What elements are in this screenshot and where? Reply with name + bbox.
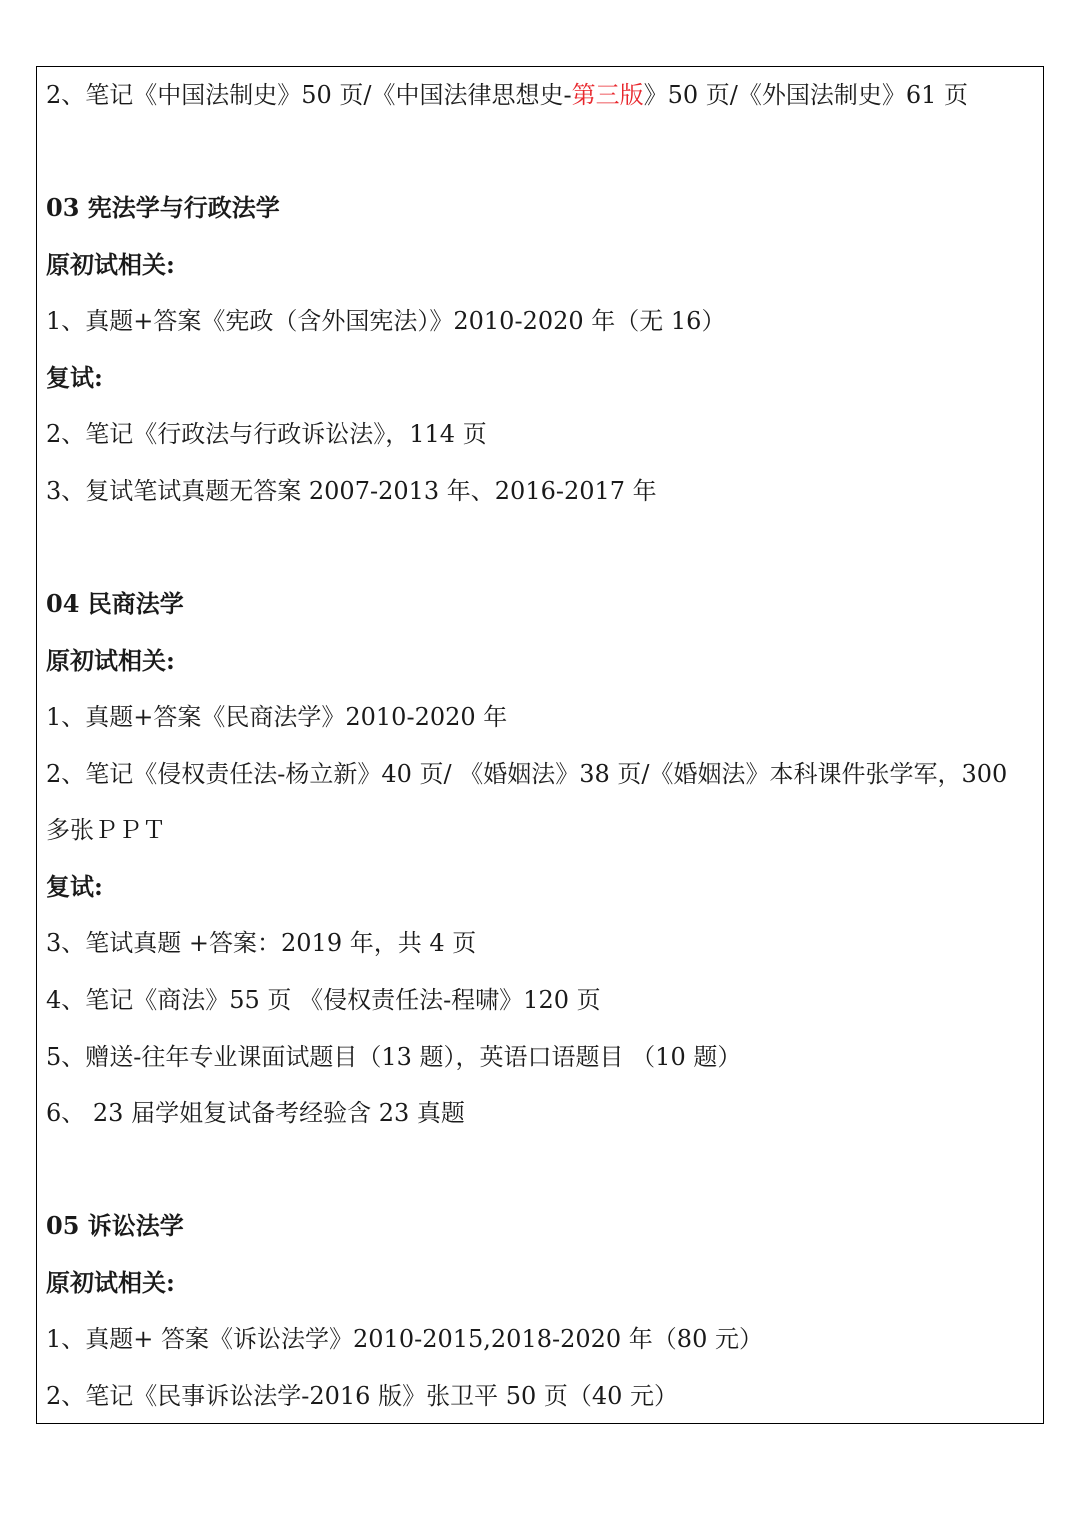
sec04-item-3: 3、笔试真题 +答案：2019 年，共 4 页 <box>46 929 477 957</box>
notes-line-legal-history <box>46 80 968 110</box>
sec03-item-2: 2、笔记《行政法与行政诉讼法》，114 页 <box>46 420 487 448</box>
sec03-retest-label: 复试: <box>46 363 103 392</box>
sec03-initial-label: 原初试相关: <box>46 250 175 279</box>
section-heading-03: 03 宪法学与行政法学 <box>46 193 280 222</box>
sec03-item-1: 1、真题+答案《宪政（含外国宪法）》2010-2020 年（无 16） <box>46 307 726 335</box>
sec04-item-2-line-1: 2、笔记《侵权责任法-杨立新》40 页/ 《婚姻法》38 页/《婚姻法》本科课件张学军，300 <box>46 760 1008 788</box>
sec04-item-1: 1、真题+答案《民商法学》2010-2020 年 <box>46 703 508 731</box>
section-heading-05: 05 诉讼法学 <box>46 1211 184 1240</box>
document-frame <box>36 66 1044 1424</box>
sec05-item-2: 2、笔记《民事诉讼法学-2016 版》张卫平 50 页（40 元） <box>46 1382 679 1410</box>
sec04-item-2-line-2: 多张ＰＰＴ <box>46 816 166 844</box>
sec04-retest-label: 复试: <box>46 872 103 901</box>
sec03-item-3: 3、复试笔试真题无答案 2007-2013 年、2016-2017 年 <box>46 477 657 505</box>
sec04-item-5: 5、赠送-往年专业课面试题目（13 题），英语口语题目 （10 题） <box>46 1043 742 1071</box>
sec05-item-1: 1、真题+ 答案《诉讼法学》2010-2015,2018-2020 年（80 元） <box>46 1325 763 1353</box>
sec04-item-6: 6、 23 届学姐复试备考经验含 23 真题 <box>46 1099 465 1127</box>
sec05-initial-label: 原初试相关: <box>46 1268 175 1297</box>
sec04-item-4: 4、笔记《商法》55 页 《侵权责任法-程啸》120 页 <box>46 986 601 1014</box>
edition-highlight: 第三版 <box>571 81 644 109</box>
notes-text-a: 2、笔记《中国法制史》50 页/《中国法律思想史- <box>46 81 572 109</box>
sec04-initial-label: 原初试相关: <box>46 646 175 675</box>
section-heading-04: 04 民商法学 <box>46 589 184 618</box>
notes-text-b: 》50 页/《外国法制史》61 页 <box>643 81 969 109</box>
